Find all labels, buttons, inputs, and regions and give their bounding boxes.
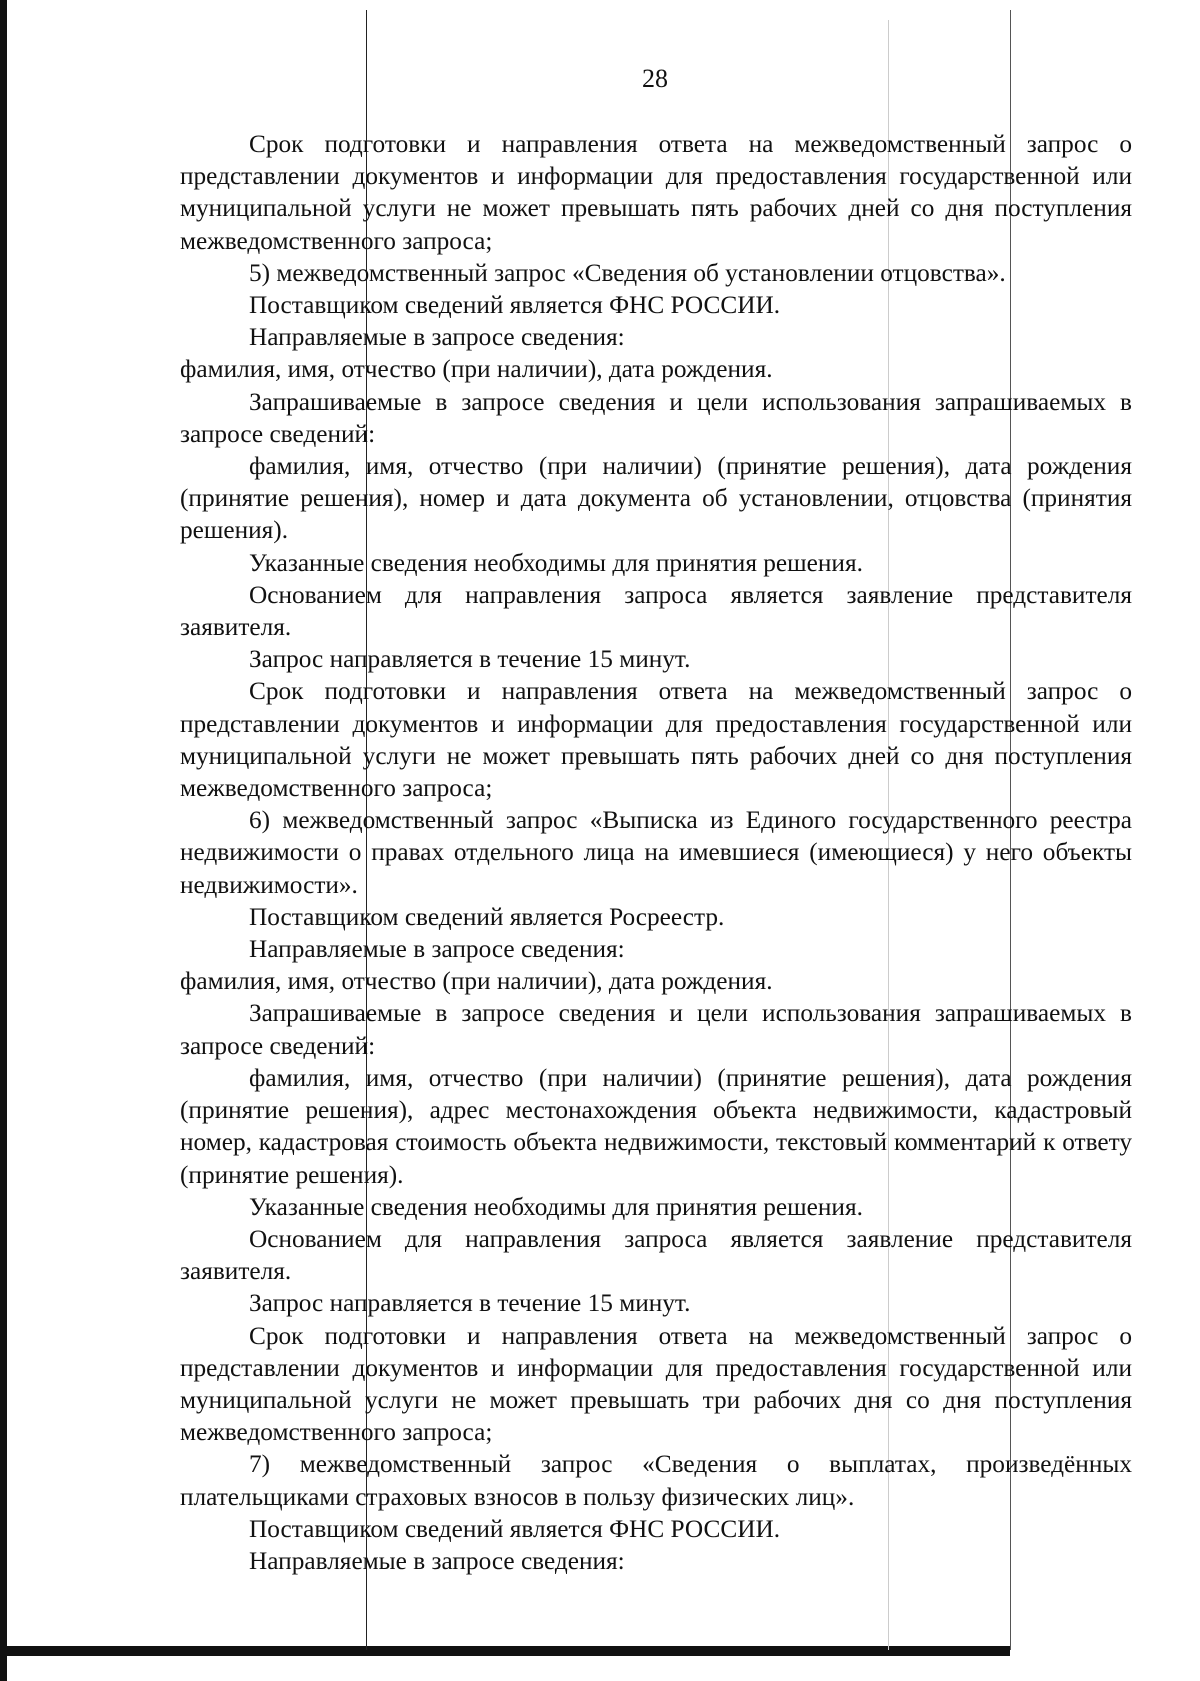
paragraph: Запрашиваемые в запросе сведения и цели использования запрашиваемых в запросе сведений:: [180, 999, 1132, 1060]
paragraph: Основанием для направления запроса является заявление представителя заявителя.: [180, 580, 1132, 642]
paragraph: Направляемые в запросе сведения:: [249, 1546, 625, 1575]
paragraph: фамилия, имя, отчество (при наличии) (принятие решения), дата рождения (принятие решения), адрес местонахождения объекта недвижимости, кадастровый номер, кадастровая стоимость объекта недвижимости, текстовый комментарий к ответу (принятие решения).: [180, 1063, 1132, 1189]
paragraph: Направляемые в запросе сведения:: [249, 323, 625, 352]
paragraph: Указанные сведения необходимы для принятия решения.: [249, 548, 863, 577]
paragraph: фамилия, имя, отчество (при наличии), дата рождения.: [180, 967, 773, 996]
paragraph: Поставщиком сведений является Росреестр.: [249, 902, 725, 931]
paragraph: Указанные сведения необходимы для принятия решения.: [249, 1192, 863, 1221]
paragraph: фамилия, имя, отчество (при наличии) (принятие решения), дата рождения (принятие решения), номер и дата документа об установлении, отцовства (принятия решения).: [180, 452, 1132, 545]
paragraph: Срок подготовки и направления ответа на межведомственный запрос о представлении документов и информации для предоставления государственной или муниципальной услуги не может превышать пять рабочих дней со дня поступления межведомственного запроса;: [180, 130, 1132, 255]
paragraph: 5) межведомственный запрос «Сведения об установлении отцовства».: [249, 258, 1006, 287]
paragraph: Основанием для направления запроса является заявление представителя заявителя.: [180, 1224, 1132, 1286]
paragraph: Поставщиком сведений является ФНС РОССИИ.: [249, 291, 781, 320]
paragraph: Направляемые в запросе сведения:: [249, 935, 625, 964]
document-body: [180, 128, 1132, 1577]
scan-left-edge: [0, 0, 7, 1681]
paragraph: Срок подготовки и направления ответа на межведомственный запрос о представлении документов и информации для предоставления государственной или муниципальной услуги не может превышать пять рабочих дней со дня поступления межведомственного запроса;: [180, 677, 1132, 803]
page-number: 28: [642, 64, 668, 93]
paragraph: Запрашиваемые в запросе сведения и цели использования запрашиваемых в запросе сведений:: [180, 387, 1132, 448]
paragraph: 6) межведомственный запрос «Выписка из Единого государственного реестра недвижимости о правах отдельного лица на имевшиеся (имеющиеся) у него объекты недвижимости».: [180, 806, 1132, 899]
paragraph: 7) межведомственный запрос «Сведения о выплатах, произведённых плательщиками страховых взносов в пользу физических лиц».: [180, 1450, 1132, 1511]
paragraph: Запрос направляется в течение 15 минут.: [249, 645, 691, 674]
paragraph: фамилия, имя, отчество (при наличии), дата рождения.: [180, 355, 773, 384]
scan-bottom-edge: [0, 1646, 1010, 1656]
paragraph: Запрос направляется в течение 15 минут.: [249, 1289, 691, 1318]
paragraph: Поставщиком сведений является ФНС РОССИИ.: [249, 1514, 781, 1543]
paragraph: Срок подготовки и направления ответа на межведомственный запрос о представлении документов и информации для предоставления государственной или муниципальной услуги не может превышать три рабочих дня со дня поступления межведомственного запроса;: [180, 1321, 1132, 1447]
